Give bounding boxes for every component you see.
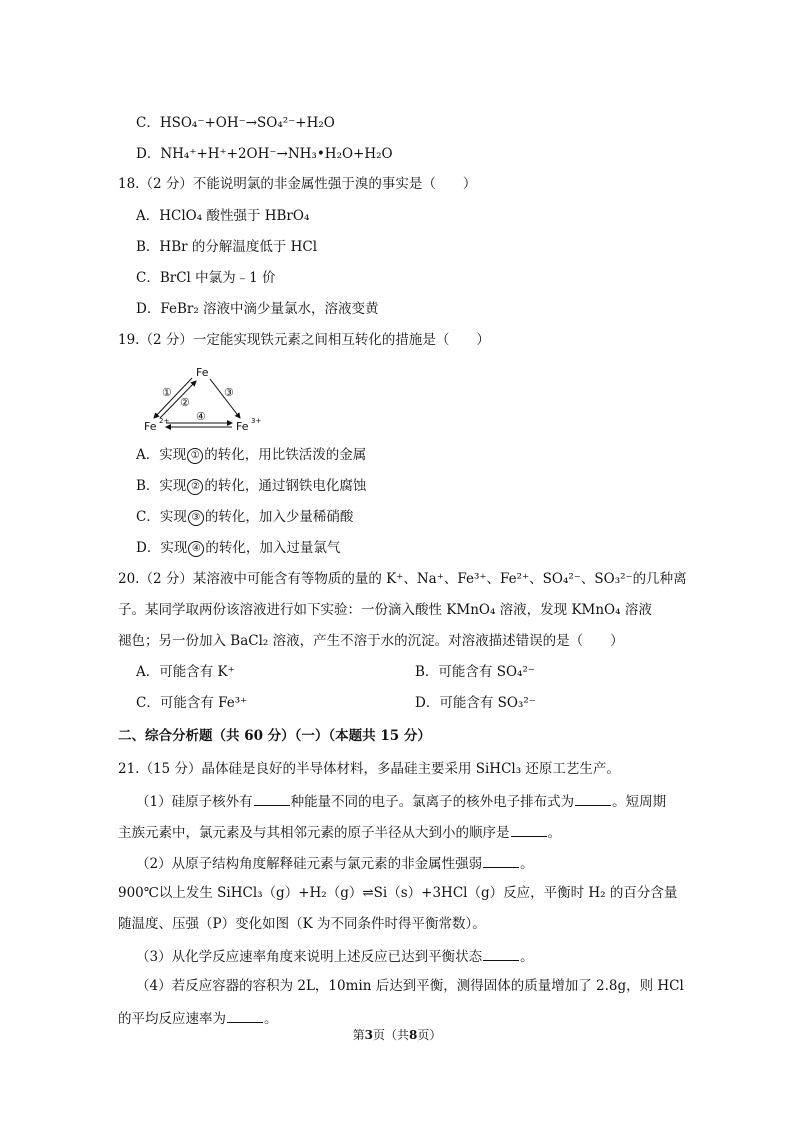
- q21-part1-cont: 主族元素中，氯元素及与其相邻元素的原子半径从大到小的顺序是 。: [118, 822, 561, 842]
- fe2-label: Fe: [144, 420, 157, 433]
- q19-option-a: A．实现 ① 的转化，用比铁活泼的金属: [136, 447, 367, 463]
- q18-stem: 18.（2 分）不能说明氯的非金属性强于溴的事实是（ ）: [118, 176, 477, 192]
- section-heading: 二、综合分析题（共 60 分）（一）（本题共 15 分）: [118, 728, 431, 744]
- q21-part4-cont: 的平均反应速率为 。: [118, 1008, 278, 1028]
- q17-option-d: D．NH₄⁺+H⁺+2OH⁻→NH₃•H₂O+H₂O: [136, 146, 393, 162]
- circled-number: ②: [187, 479, 203, 495]
- q20-option-a: A．可能含有 K⁺: [136, 664, 235, 680]
- iron-conversion-diagram: [140, 362, 264, 434]
- q18-option-b: B．HBr 的分解温度低于 HCl: [136, 239, 318, 255]
- q18-option-c: C．BrCl 中氯为﹣1 价: [136, 270, 276, 286]
- q19-option-b: B．实现 ② 的转化，通过钢铁电化腐蚀: [136, 478, 367, 494]
- circled-number: ③: [188, 510, 204, 526]
- q20-option-c: C．可能含有 Fe³⁺: [136, 695, 248, 711]
- label-3: ③: [224, 386, 234, 399]
- q18-option-a: A．HClO₄ 酸性强于 HBrO₄: [136, 208, 310, 224]
- q17-option-c: C．HSO₄⁻+OH⁻→SO₄²⁻+H₂O: [136, 115, 335, 131]
- label-4: ④: [196, 410, 206, 423]
- answer-blank[interactable]: [483, 853, 519, 868]
- q21-reaction-cont: 随温度、压强（P）变化如图（K 为不同条件时得平衡常数）。: [118, 916, 486, 932]
- q20-stem-line1: 20.（2 分）某溶液中可能含有等物质的量的 K⁺、Na⁺、Fe³⁺、Fe²⁺、SO₄²⁻、SO₃²⁻的几种离: [118, 571, 687, 587]
- q21-part1: （1）硅原子核外有 种能量不同的电子。氯离子的核外电子排布式为 。短周期: [136, 791, 666, 811]
- q19-stem: 19.（2 分）一定能实现铁元素之间相互转化的措施是（ ）: [118, 332, 490, 348]
- fe3-label: Fe: [236, 420, 249, 433]
- q20-stem-line3: 褪色；另一份加入 BaCl₂ 溶液，产生不溶于水的沉淀。对溶液描述错误的是（ ）: [118, 633, 624, 649]
- label-1: ①: [162, 386, 172, 399]
- circled-number: ④: [188, 541, 204, 557]
- q21-reaction: 900℃以上发生 SiHCl₃（g）+H₂（g）⇌Si（s）+3HCl（g）反应，平衡时 H₂ 的百分含量: [118, 885, 678, 901]
- label-2: ②: [180, 396, 190, 409]
- q18-option-d: D．FeBr₂ 溶液中滴少量氯水，溶液变黄: [136, 301, 379, 317]
- answer-blank[interactable]: [254, 791, 290, 806]
- fe-label: Fe: [196, 366, 209, 379]
- page-footer: 第3页（共8页）: [352, 1028, 442, 1042]
- q20-stem-line2: 子。某同学取两份该溶液进行如下实验：一份滴入酸性 KMnO₄ 溶液，发现 KMnO₄ 溶液: [118, 602, 652, 618]
- q21-stem: 21.（15 分）晶体硅是良好的半导体材料，多晶硅主要采用 SiHCl₃ 还原工艺生产。: [118, 761, 620, 777]
- q20-option-d: D．可能含有 SO₃²⁻: [415, 695, 536, 711]
- q20-option-b: B．可能含有 SO₄²⁻: [415, 664, 535, 680]
- q21-part3: （3）从化学反应速率角度来说明上述反应已达到平衡状态 。: [136, 946, 534, 966]
- q21-part4: （4）若反应容器的容积为 2L，10min 后达到平衡，测得固体的质量增加了 2.8g，则 HCl: [136, 978, 684, 994]
- answer-blank[interactable]: [575, 791, 611, 806]
- answer-blank[interactable]: [483, 946, 519, 961]
- answer-blank[interactable]: [227, 1008, 263, 1023]
- q19-option-c: C．实现 ③ 的转化，加入少量稀硝酸: [136, 509, 354, 525]
- q19-option-d: D．实现 ④ 的转化，加入过量氯气: [136, 540, 341, 556]
- circled-number: ①: [187, 448, 203, 464]
- q21-part2: （2）从原子结构角度解释硅元素与氯元素的非金属性强弱 。: [136, 853, 534, 873]
- page-total: 8: [409, 1028, 418, 1042]
- fe2-charge: 2+: [159, 417, 170, 425]
- page-number: 3: [364, 1028, 373, 1042]
- fe3-charge: 3+: [251, 417, 262, 425]
- answer-blank[interactable]: [511, 822, 547, 837]
